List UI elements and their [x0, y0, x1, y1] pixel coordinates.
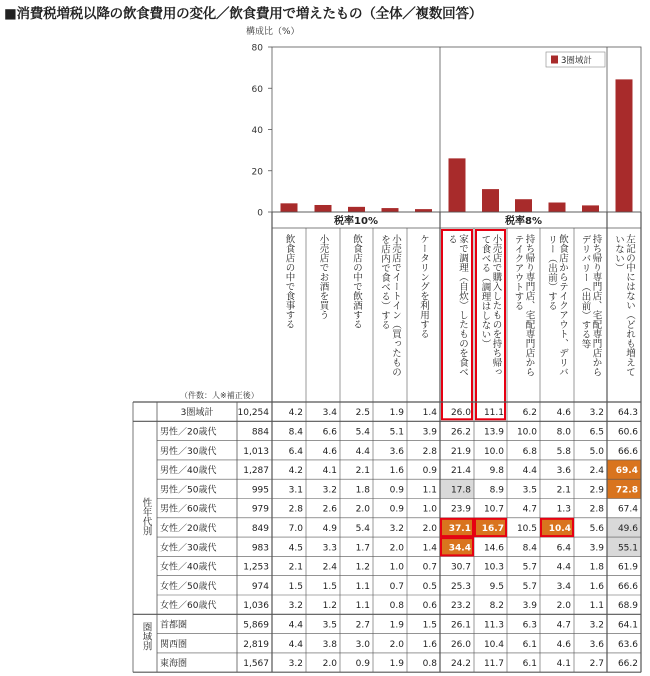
table-cell: 34.4 — [448, 543, 471, 554]
table-cell: 23.9 — [450, 504, 471, 515]
row-count: 1,287 — [243, 466, 269, 477]
legend — [546, 52, 605, 67]
bar — [281, 203, 298, 212]
table-cell: 0.9 — [389, 485, 404, 496]
table-cell: 2.7 — [589, 659, 604, 670]
table-cell: 0.9 — [422, 466, 437, 477]
table-cell: 66.6 — [617, 446, 638, 457]
table-cell: 26.1 — [450, 620, 471, 631]
table-cell: 0.7 — [389, 581, 404, 592]
table-cell: 8.9 — [489, 485, 504, 496]
bar — [616, 79, 633, 212]
table-cell: 0.8 — [422, 659, 437, 670]
row-label: 関西圏 — [160, 639, 188, 650]
table-cell: 10.4 — [483, 639, 504, 650]
table-cell: 3.2 — [389, 523, 404, 534]
table-cell: 1.7 — [355, 543, 370, 554]
table-cell: 4.4 — [288, 620, 303, 631]
row-label: 男性／40歳代 — [160, 466, 217, 477]
table-cell: 6.6 — [322, 427, 337, 438]
row-count: 983 — [251, 543, 269, 554]
category-label: 飲食店の中で飲酒する — [351, 234, 362, 329]
row-label: 女性／20歳代 — [160, 523, 217, 534]
table-cell: 0.9 — [389, 504, 404, 515]
bar-series — [281, 79, 633, 212]
table-cell: 3.9 — [522, 601, 537, 612]
row-label: 3圏域計 — [180, 408, 214, 419]
table-cell: 3.8 — [322, 639, 337, 650]
category-label: 飲食店の中で食事する — [283, 234, 295, 329]
table-cell: 1.6 — [422, 639, 437, 650]
category-label: 持ち帰り専門店、宅配専門店からテイクアウトする — [512, 234, 535, 377]
table-cell: 17.8 — [450, 485, 471, 496]
table-cell: 3.0 — [355, 639, 370, 650]
table-cell: 10.0 — [516, 427, 537, 438]
table-cell: 1.0 — [422, 504, 437, 515]
table-cell: 2.0 — [322, 659, 337, 670]
table-cell: 2.8 — [589, 504, 604, 515]
table-cell: 6.4 — [288, 446, 303, 457]
row-count: 995 — [251, 485, 269, 496]
table-cell: 3.2 — [288, 659, 303, 670]
table-cell: 1.5 — [288, 581, 303, 592]
table-cell: 13.9 — [483, 427, 504, 438]
row-count: 884 — [251, 427, 269, 438]
table-cell: 0.5 — [422, 581, 437, 592]
table-cell: 8.4 — [522, 543, 537, 554]
table-cell: 9.5 — [489, 581, 504, 592]
category-label: 小売店で購入したものを持ち帰って食べる（調理はしない） — [479, 234, 502, 377]
table-cell: 3.6 — [389, 446, 404, 457]
table-cell: 1.9 — [389, 620, 404, 631]
y-tick-label: 20 — [251, 167, 263, 178]
row-count: 974 — [251, 581, 269, 592]
table-cell: 1.5 — [322, 581, 337, 592]
page-title: ■消費税増税以降の飲食費用の変化／飲食費用で増えたもの（全体／複数回答） — [4, 6, 483, 22]
table-cell: 1.8 — [355, 485, 370, 496]
bar — [549, 203, 566, 212]
table-cell: 4.9 — [322, 523, 337, 534]
table-cell: 10.5 — [516, 523, 537, 534]
table-cell: 4.1 — [556, 659, 571, 670]
table-cell: 2.0 — [389, 639, 404, 650]
table-cell: 1.6 — [589, 581, 604, 592]
table-cell: 2.0 — [355, 504, 370, 515]
table-cell: 1.9 — [389, 659, 404, 670]
table-cell: 1.5 — [422, 620, 437, 631]
table-cell: 5.4 — [355, 427, 370, 438]
category-label: 持ち帰り専門店、宅配専門店からデリバリー（出前）する等 — [579, 234, 602, 377]
table-cell: 16.7 — [481, 523, 504, 534]
table-cell: 2.0 — [389, 543, 404, 554]
category-label: 左記の中にはない（どれも増えていない） — [613, 234, 635, 377]
table-cell: 5.4 — [355, 523, 370, 534]
table-cell: 14.6 — [483, 543, 504, 554]
y-axis — [246, 25, 300, 219]
table-cell: 1.1 — [422, 485, 437, 496]
table-cell: 64.1 — [617, 620, 638, 631]
row-count: 1,036 — [243, 601, 269, 612]
section-label-region: 圏域別 — [140, 622, 152, 651]
bar — [449, 158, 466, 212]
table-cell: 55.1 — [617, 543, 638, 554]
table-cell: 66.2 — [617, 659, 638, 670]
y-tick-label: 60 — [251, 84, 263, 95]
y-axis-title: 構成比（%） — [246, 27, 300, 37]
table-cell: 60.6 — [617, 427, 638, 438]
row-label: 男性／30歳代 — [160, 446, 217, 457]
row-label: 女性／60歳代 — [160, 601, 217, 612]
table-cell: 24.2 — [450, 659, 471, 670]
row-label: 女性／50歳代 — [160, 581, 217, 592]
table-cell: 3.4 — [322, 408, 337, 419]
table-cell: 10.4 — [548, 523, 571, 534]
table-cell: 4.4 — [556, 562, 571, 573]
row-label: 女性／30歳代 — [160, 543, 217, 554]
table-cell: 4.5 — [288, 543, 303, 554]
table-cell: 10.0 — [483, 446, 504, 457]
table-cell: 2.0 — [422, 523, 437, 534]
row-count: 5,869 — [243, 620, 269, 631]
table-cell: 1.0 — [389, 562, 404, 573]
table-cell: 6.1 — [522, 659, 537, 670]
table-cell: 4.7 — [522, 504, 537, 515]
table-cell: 30.7 — [450, 562, 471, 573]
row-label: 男性／20歳代 — [160, 427, 217, 438]
table-cell: 2.6 — [322, 504, 337, 515]
table-cell: 8.4 — [288, 427, 303, 438]
table-cell: 5.8 — [556, 446, 571, 457]
category-label: ケータリングを利用する — [418, 234, 429, 339]
table-cell: 63.6 — [617, 639, 638, 650]
table-cell: 1.1 — [355, 601, 370, 612]
table-cell: 26.2 — [450, 427, 471, 438]
table-cell: 8.0 — [556, 427, 571, 438]
table-cell: 3.6 — [556, 466, 571, 477]
table-cell: 4.4 — [522, 466, 537, 477]
table-cell: 3.5 — [522, 485, 537, 496]
bar — [315, 205, 332, 212]
table-cell: 72.8 — [615, 485, 638, 496]
table-cell: 4.6 — [556, 639, 571, 650]
table-cell: 0.7 — [422, 562, 437, 573]
table-cell: 1.9 — [389, 408, 404, 419]
bar — [482, 189, 499, 212]
row-count: 979 — [251, 504, 269, 515]
table-cell: 3.2 — [288, 601, 303, 612]
table-cell: 5.0 — [589, 446, 604, 457]
table-cell: 2.4 — [589, 466, 604, 477]
table-cell: 23.2 — [450, 601, 471, 612]
table-cell: 1.8 — [589, 562, 604, 573]
table-cell: 4.2 — [288, 466, 303, 477]
table-cell: 5.6 — [589, 523, 604, 534]
table-cell: 3.2 — [589, 620, 604, 631]
table-cell: 49.6 — [617, 523, 638, 534]
table-cell: 1.2 — [322, 601, 337, 612]
bar — [582, 205, 599, 212]
table-cell: 1.1 — [589, 601, 604, 612]
table-cell: 2.8 — [288, 504, 303, 515]
column-header — [180, 212, 641, 419]
table-cell: 11.3 — [483, 620, 504, 631]
table-cell: 2.4 — [322, 562, 337, 573]
table-cell: 11.7 — [483, 659, 504, 670]
bar — [348, 207, 365, 212]
table-cell: 2.1 — [355, 466, 370, 477]
table-cell: 3.1 — [288, 485, 303, 496]
row-count: 2,819 — [243, 639, 269, 650]
bar — [382, 208, 399, 212]
row-label: 首都圏 — [160, 620, 188, 631]
table-cell: 1.3 — [556, 504, 571, 515]
table-cell: 64.3 — [617, 408, 638, 419]
table-cell: 1.2 — [355, 562, 370, 573]
table-cell: 3.5 — [322, 620, 337, 631]
table-cell: 66.6 — [617, 581, 638, 592]
table-cell: 68.9 — [617, 601, 638, 612]
table-cell: 3.2 — [589, 408, 604, 419]
table-cell: 10.7 — [483, 504, 504, 515]
table-cell: 6.4 — [556, 543, 571, 554]
table-cell: 3.6 — [589, 639, 604, 650]
category-label: 家で調理（自炊）したものを食べる — [446, 234, 468, 377]
legend-swatch — [551, 56, 558, 64]
group-label: 税率10% — [334, 216, 378, 227]
table-cell: 2.1 — [556, 485, 571, 496]
table-cell: 2.5 — [355, 408, 370, 419]
row-label: 女性／40歳代 — [160, 562, 217, 573]
table-cell: 2.8 — [422, 446, 437, 457]
table-cell: 2.7 — [355, 620, 370, 631]
table-cell: 21.4 — [450, 466, 471, 477]
table-cell: 1.6 — [389, 466, 404, 477]
table-cell: 6.3 — [522, 620, 537, 631]
table-cell: 4.6 — [556, 408, 571, 419]
table-cell: 0.9 — [355, 659, 370, 670]
table-cell: 4.7 — [556, 620, 571, 631]
table-cell: 25.3 — [450, 581, 471, 592]
table-cell: 3.3 — [322, 543, 337, 554]
table-cell: 67.4 — [617, 504, 638, 515]
table-cell: 4.1 — [322, 466, 337, 477]
row-count: 1,567 — [243, 659, 269, 670]
table-cell: 26.0 — [450, 639, 471, 650]
table-cell: 4.2 — [288, 408, 303, 419]
table-cell: 3.2 — [322, 485, 337, 496]
legend-label: 3圏域計 — [561, 56, 592, 66]
table-cell: 1.4 — [422, 543, 437, 554]
table-cell: 11.1 — [483, 408, 504, 419]
table-cell: 61.9 — [617, 562, 638, 573]
row-count: 1,013 — [243, 446, 269, 457]
table-cell: 10.3 — [483, 562, 504, 573]
bar — [515, 199, 532, 212]
row-count: 849 — [251, 523, 269, 534]
table-cell: 21.9 — [450, 446, 471, 457]
table-cell: 2.1 — [288, 562, 303, 573]
y-tick-label: 0 — [257, 208, 263, 219]
row-label: 男性／50歳代 — [160, 485, 217, 496]
table-cell: 0.6 — [422, 601, 437, 612]
row-count: 10,254 — [237, 408, 269, 419]
row-label: 男性／60歳代 — [160, 504, 217, 515]
table-cell: 8.2 — [489, 601, 504, 612]
table-cell: 6.2 — [522, 408, 537, 419]
table-cell: 7.0 — [288, 523, 303, 534]
table-cell: 4.6 — [322, 446, 337, 457]
table-cell: 3.4 — [556, 581, 571, 592]
table-cell: 1.4 — [422, 408, 437, 419]
table-cell: 5.7 — [522, 562, 537, 573]
table-cell: 9.8 — [489, 466, 504, 477]
table-cell: 26.0 — [450, 408, 471, 419]
table-cell: 6.5 — [589, 427, 604, 438]
table-cell: 6.1 — [522, 639, 537, 650]
category-label: 小売店でお酒を買う — [317, 234, 329, 320]
y-tick-label: 80 — [251, 43, 263, 54]
table-cell: 69.4 — [615, 466, 638, 477]
row-label: 東海圏 — [160, 659, 188, 670]
table-cell: 2.0 — [556, 601, 571, 612]
table-cell: 5.7 — [522, 581, 537, 592]
table-cell: 3.9 — [589, 543, 604, 554]
table-cell: 3.9 — [422, 427, 437, 438]
table-cell: 4.4 — [288, 639, 303, 650]
table-cell: 6.8 — [522, 446, 537, 457]
table-cell: 5.1 — [389, 427, 404, 438]
count-header: （件数：人※補正後） — [180, 391, 259, 400]
bar — [415, 209, 432, 212]
table-cell: 1.1 — [355, 581, 370, 592]
y-tick-label: 40 — [251, 126, 263, 136]
category-label: 小売店でイートイン（買ったものを店内で食べる）する — [379, 234, 401, 377]
table-cell: 2.9 — [589, 485, 604, 496]
category-label: 飲食店からテイクアウト、デリバリー（出前）する — [546, 234, 568, 377]
section-label-age: 性年代別 — [140, 497, 152, 536]
table-cell: 0.8 — [389, 601, 404, 612]
table-cell: 37.1 — [448, 523, 471, 534]
table-cell: 4.4 — [355, 446, 370, 457]
row-count: 1,253 — [243, 562, 269, 573]
group-label: 税率8% — [505, 216, 542, 227]
